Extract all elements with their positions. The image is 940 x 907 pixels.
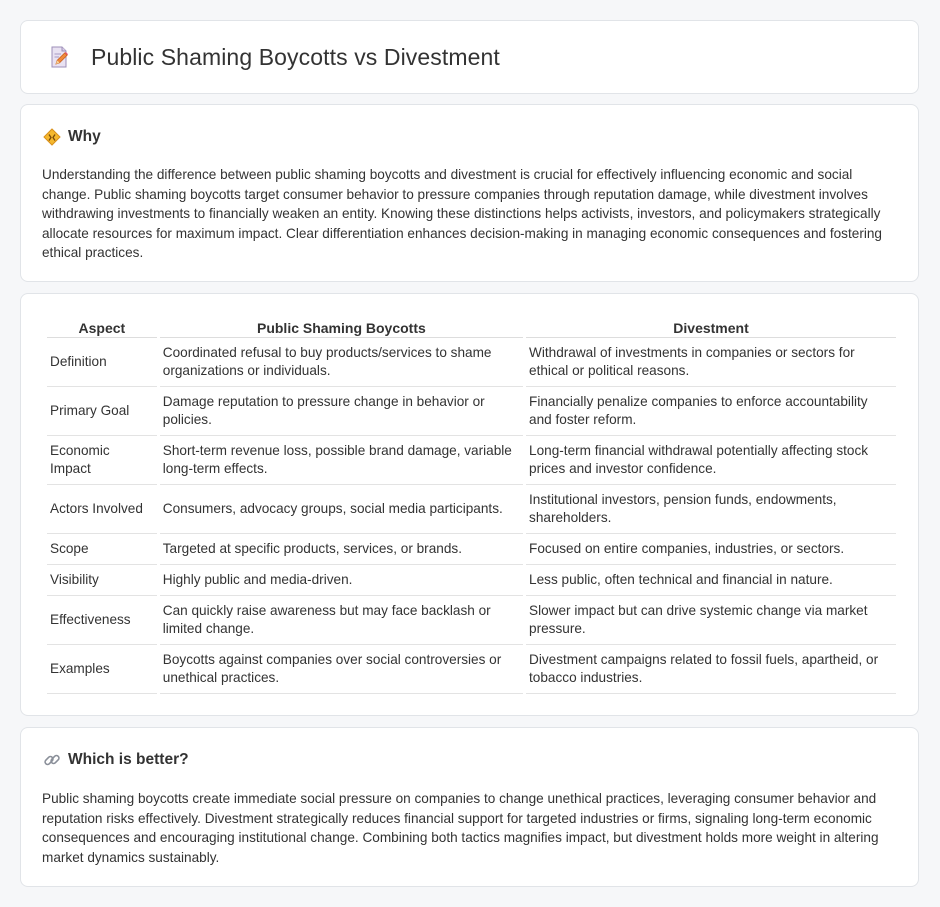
row-boycotts-cell: Targeted at specific products, services, or brands. [160,534,523,565]
row-boycotts-cell: Can quickly raise awareness but may face backlash or limited change. [160,596,523,645]
table-row [47,596,896,645]
better-header [43,751,189,769]
comparison-table [44,316,899,694]
header-boycotts: Public Shaming Boycotts [160,316,523,338]
row-divestment-cell: Institutional investors, pension funds, endowments, shareholders. [526,485,896,534]
row-divestment-cell: Focused on entire companies, industries, or sectors. [526,534,896,565]
row-aspect: Definition [47,338,157,387]
table-row [47,534,896,565]
row-boycotts-cell: Short-term revenue loss, possible brand damage, variable long-term effects. [160,436,523,485]
table-header-row [47,316,896,338]
comparison-section [20,293,919,716]
page-title: Public Shaming Boycotts vs Divestment [91,43,500,70]
row-aspect: Effectiveness [47,596,157,645]
row-boycotts-cell: Coordinated refusal to buy products/services to shame organizations or individuals. [160,338,523,387]
row-divestment-cell: Financially penalize companies to enforce accountability and foster reform. [526,387,896,436]
row-aspect: Examples [47,645,157,694]
title-card [20,20,919,94]
row-divestment-cell: Divestment campaigns related to fossil fuels, apartheid, or tobacco industries. [526,645,896,694]
better-heading: Which is better? [68,751,189,768]
row-divestment-cell: Slower impact but can drive systemic change via market pressure. [526,596,896,645]
table-row [47,645,896,694]
row-aspect: Primary Goal [47,387,157,436]
why-paragraph: Understanding the difference between public shaming boycotts and divestment is crucial for effectively influencing economic and social change. Public shaming boycotts target consumer behavior to pressure companies through reputation damage, while divestment involves withdrawing investments to financially weaken an entity. Knowing these distinctions helps activists, investors, and policymakers strategically allocate resources for maximum impact. Clear differentiation enhances decision-making in managing economic consequences and fostering ethical practices. [42,167,882,260]
row-aspect: Scope [47,534,157,565]
table-row [47,387,896,436]
row-aspect: Visibility [47,565,157,596]
row-aspect: Actors Involved [47,485,157,534]
row-divestment-cell: Less public, often technical and financial in nature. [526,565,896,596]
row-aspect: Economic Impact [47,436,157,485]
why-header [43,128,101,146]
better-paragraph: Public shaming boycotts create immediate social pressure on companies to change unethical practices, leveraging consumer behavior and reputation risks effectively. Divestment strategically reduces financial support for targeted industries or firms, signaling long-term economic consequences and encouraging institutional change. Combining both tactics magnifies impact, but divestment holds more weight in altering market dynamics sustainably. [42,791,879,865]
row-boycotts-cell: Damage reputation to pressure change in behavior or policies. [160,387,523,436]
header-aspect: Aspect [47,316,157,338]
table-row [47,436,896,485]
table-row [47,485,896,534]
title-row [21,21,918,93]
table-row [47,565,896,596]
link-icon [43,751,61,769]
document-edit-icon [47,45,71,69]
why-section [20,104,919,282]
row-boycotts-cell: Consumers, advocacy groups, social media participants. [160,485,523,534]
row-divestment-cell: Long-term financial withdrawal potentially affecting stock prices and investor confidence. [526,436,896,485]
diamond-sign-icon [43,128,61,146]
row-boycotts-cell: Highly public and media-driven. [160,565,523,596]
why-heading: Why [68,128,101,145]
better-section [20,727,919,887]
header-divestment: Divestment [526,316,896,338]
row-divestment-cell: Withdrawal of investments in companies or sectors for ethical or political reasons. [526,338,896,387]
row-boycotts-cell: Boycotts against companies over social controversies or unethical practices. [160,645,523,694]
table-row [47,338,896,387]
